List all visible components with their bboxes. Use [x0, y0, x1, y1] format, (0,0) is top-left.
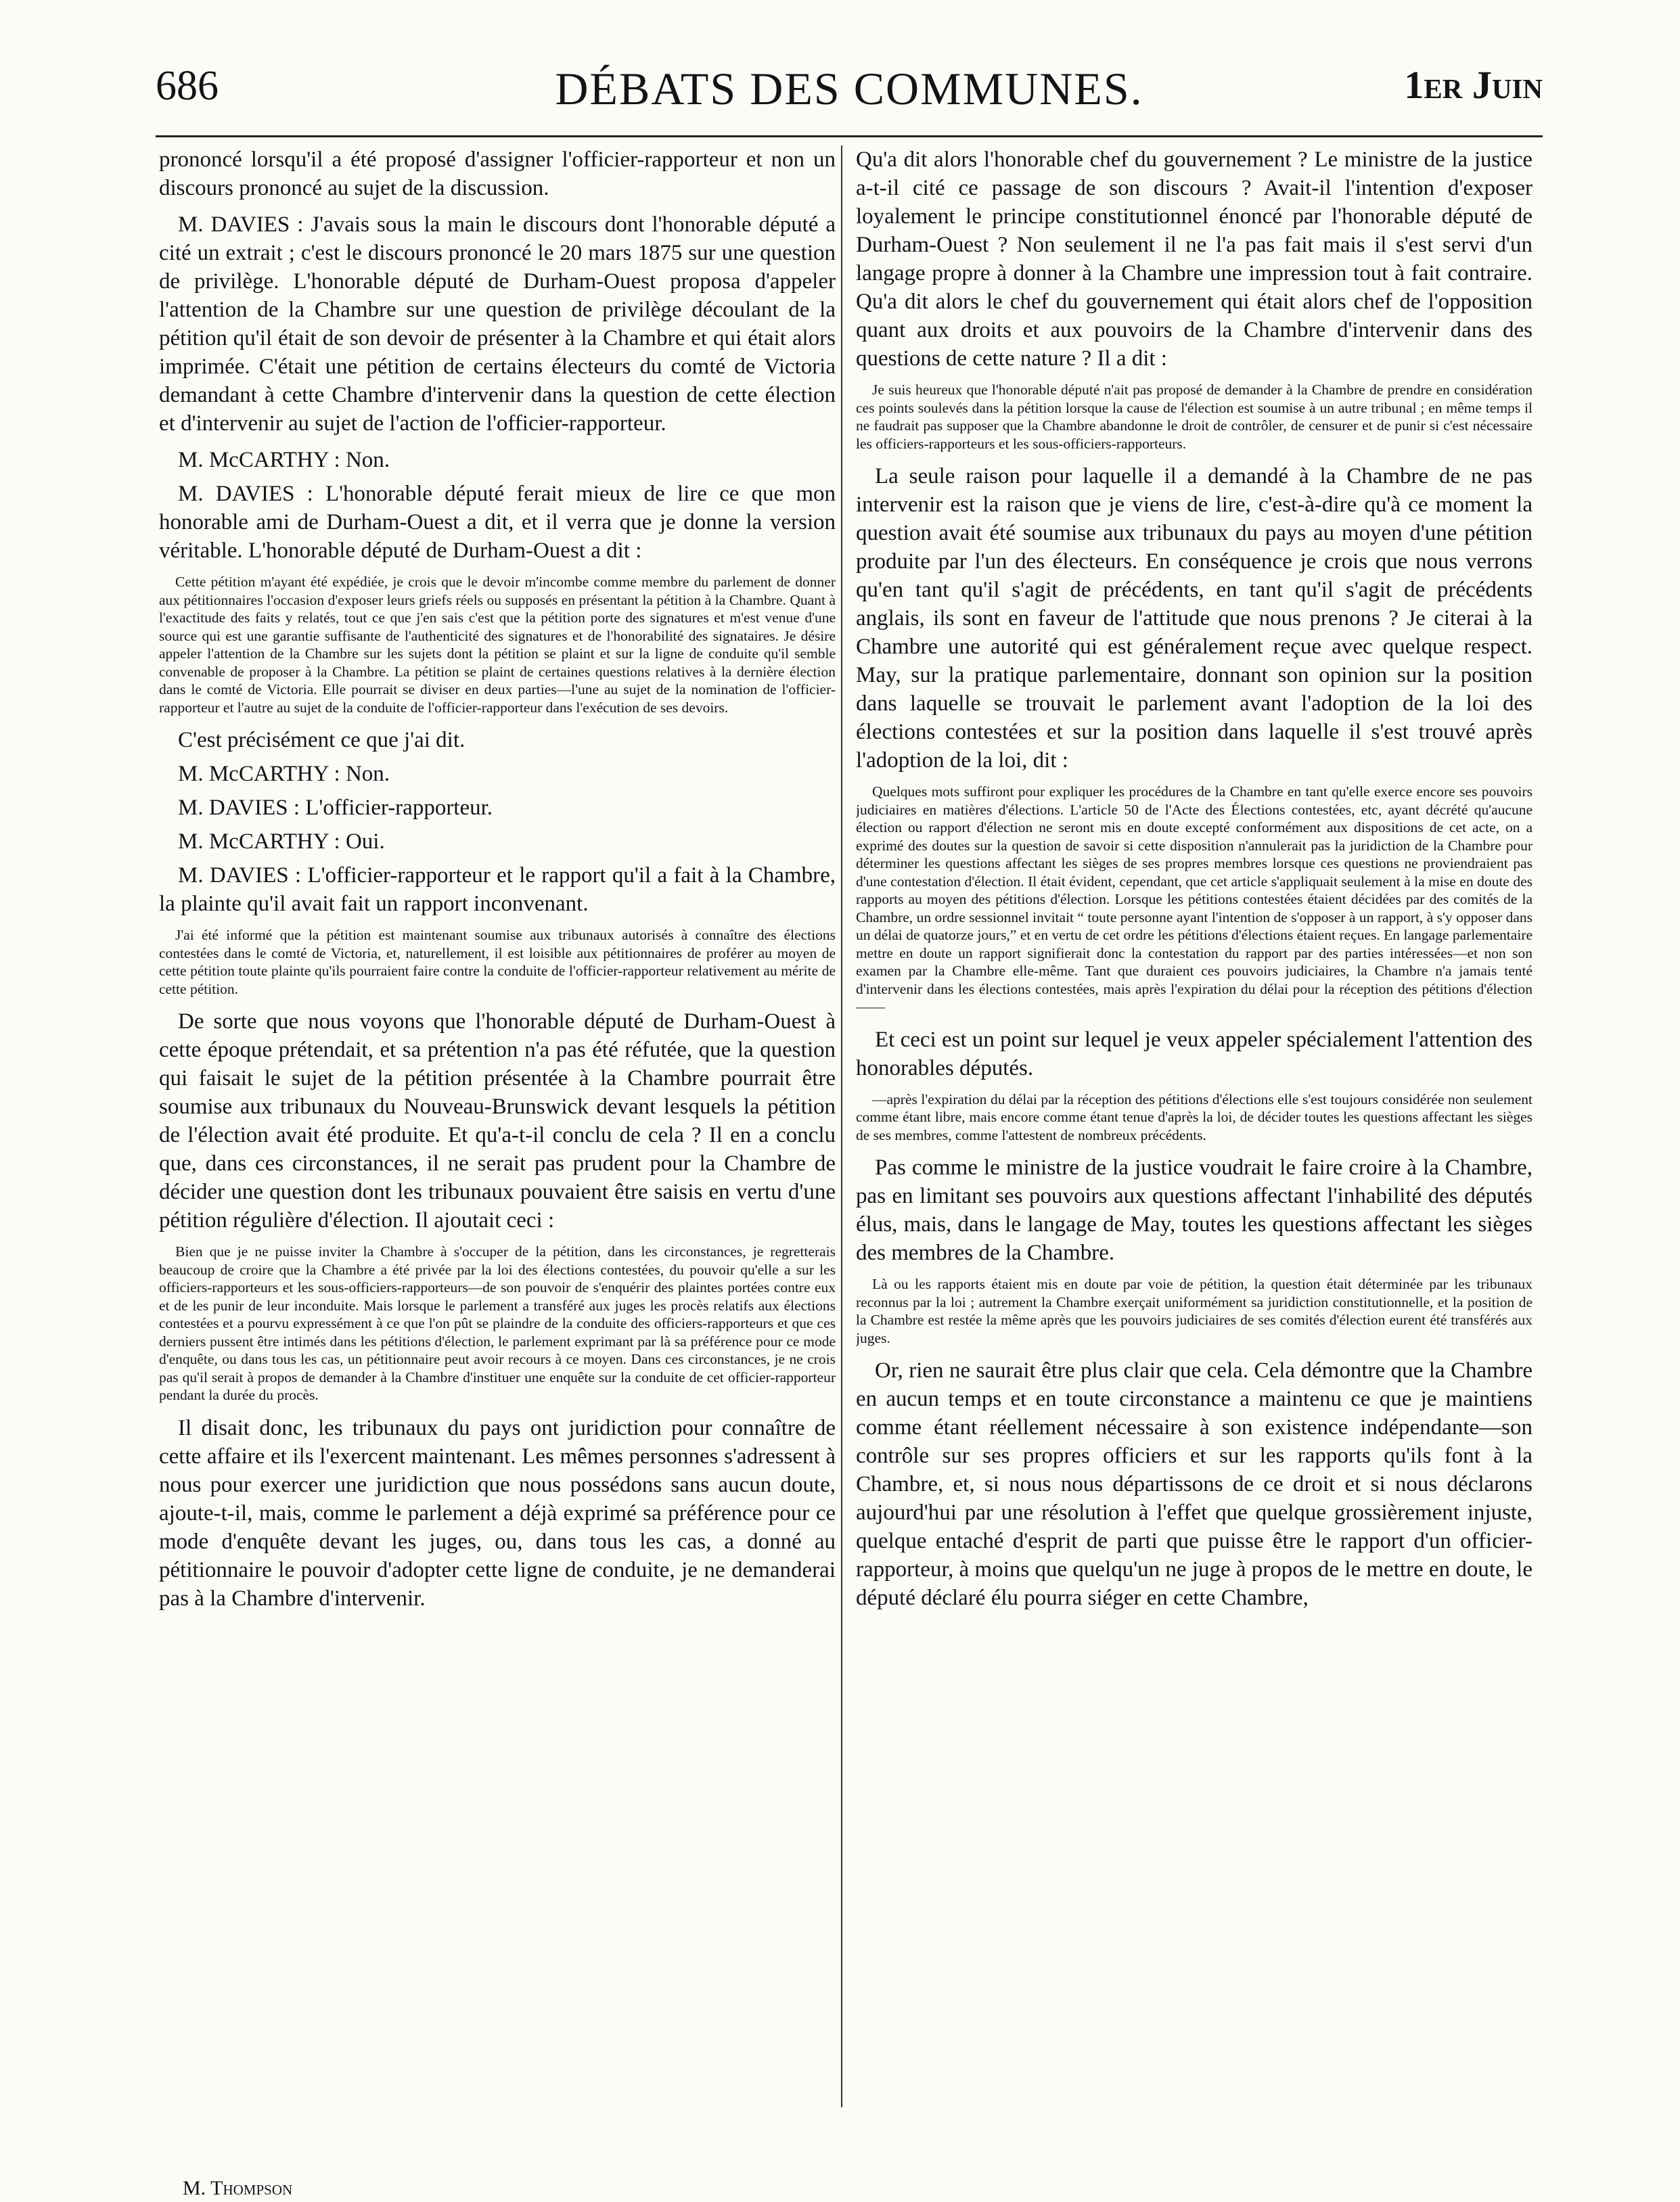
running-header [156, 62, 1543, 123]
quoted-passage: —après l'expiration du délai par la réception des pétitions d'élections elle s'est toujours considérée non seulement comme étant libre, mais encore comme étant tenue d'après la loi, de décider toutes les questions affectant les sièges de ses membres, comme l'attestent de nombreux précédents. [856, 1091, 1533, 1143]
quoted-passage: Bien que je ne puisse inviter la Chambre à s'occuper de la pétition, dans les circonstances, je regretterais beaucoup de croire que la Chambre a été privée par la loi des élections contestées, du pouvoir qu'elle a sur les officiers-rapporteurs et les sous-officiers-rapporteurs—de son pouvoir de s'enquérir des plaintes portées contre eux et de les punir de leur inconduite. Mais lorsque le parlement a transféré aux juges les procès relatifs aux élections contestées et a pourvu expressément à ce que l'on pût se plaindre de la conduite des officiers-rapporteurs et que ces derniers pussent être intimés dans les pétitions d'élection, le parlement exprimant par là sa préférence pour ce mode d'enquête, ou dans tous les cas, un pétitionnaire peut avoir recours à ce moyen. Dans ces circonstances, je ne crois pas qu'il serait à propos de demander à la Chambre d'instituer une enquête sur la conduite de cet officier-rapporteur pendant la durée du procès. [159, 1243, 836, 1403]
paragraph: M. DAVIES : L'officier-rapporteur et le rapport qu'il a fait à la Chambre, la plainte qu'il avait fait un rapport inconvenant. [159, 863, 836, 916]
page-number: 686 [156, 63, 219, 109]
paragraph: C'est précisément ce que j'ai dit. [178, 728, 466, 752]
paragraph: M. DAVIES : L'officier-rapporteur. [178, 796, 493, 820]
running-date: 1er Juin [1404, 63, 1543, 107]
paragraph: Or, rien ne saurait être plus clair que cela. Cela démontre que la Chambre en aucun temps et en toute circonstance a maintenu ce que je maintiens comme étant réellement nécessaire à son existence indépendante—son contrôle sur ses propres officiers et sur les rapports qu'ils font à la Chambre, et, si nous nous départissons de ce droit et si nous déclarons aujourd'hui par une résolution à l'effet que quelque grossièrement injuste, quelque entaché d'esprit de parti que puisse être le rapport d'un officier-rapporteur, à moins que quelqu'un ne juge à propos de le mettre en doute, le député déclaré élu pourra siéger en cette Chambre, [856, 1358, 1533, 1610]
paragraph: La seule raison pour laquelle il a demandé à la Chambre de ne pas intervenir est la raison que je viens de lire, c'est-à-dire qu'à ce moment la question avait été soumise aux tribunaux du pays au moyen d'une pétition produite par l'un des électeurs. En conséquence je crois que nous verrons qu'en tant qu'il s'agit de précédents, en tant qu'il s'agit de précédents anglais, ils sont en faveur de l'attitude que nous prenons ? Je citerai à la Chambre une autorité qui est généralement reçue avec quelque respect. May, sur la pratique parlementaire, donnant son opinion sur la position dans laquelle se trouvait le parlement avant l'adoption de la loi des élections contestées et sur la position dans laquelle il s'est trouvé après l'adoption de la loi, dit : [856, 464, 1533, 773]
paragraph: Il disait donc, les tribunaux du pays ont juridiction pour connaître de cette affaire et ils l'exercent maintenant. Les mêmes personnes s'adressent à nous pour exercer une juridiction que nous possédons sans aucun doute, ajoute-t-il, mais, comme le parlement a déjà exprimé sa préférence pour ce mode d'enquête devant les juges, ou, dans tous les cas, a donné au pétitionnaire le pouvoir d'adopter cette ligne de conduite, je ne demanderai pas à la Chambre d'intervenir. [159, 1415, 836, 1611]
paragraph: prononcé lorsqu'il a été proposé d'assigner l'officier-rapporteur et non un discours prononcé au sujet de la discussion. [159, 147, 836, 200]
quoted-passage: Quelques mots suffiront pour expliquer les procédures de la Chambre en tant qu'elle exerce encore ses pouvoirs judiciaires en matières d'élections. L'article 50 de l'Acte des Élections contestées, etc, ayant décrété qu'aucune élection ou rapport d'élection ne seront mis en doute excepté conformément aux dispositions de cet acte, on a exprimé des doutes sur la question de savoir si cette disposition n'annulerait pas la juridiction de la Chambre pour déterminer les questions affectant les sièges de ses propres membres lorsque ces questions ne proviendraient pas d'une contestation d'élection. Il était évident, cependant, que cet article s'appliquait seulement à la mise en doute des rapports au moyen des pétitions d'élection. Lorsque les pétitions contestées étaient décidées par des comités de la Chambre, un ordre sessionnel invitait “ toute personne ayant l'intention de s'opposer à un rapport, à s'y opposer dans un délai de quatorze jours,” et en vertu de cet ordre les pétitions d'élections étaient reçues. En langage parlementaire mettre en doute un rapport signifierait donc la contestation du rapport par des parties intéressées—et non son examen par la Chambre elle-même. Tant que duraient ces pouvoirs judiciaires, la Chambre n'a jamais tenté d'intervenir dans les élections contestées, mais après l'expiration du délai pour la réception des pétitions d'élection—— [856, 783, 1533, 1015]
column-divider [841, 145, 842, 2107]
footer-signature: M. Thompson [183, 2177, 293, 2199]
paragraph: M. McCARTHY : Non. [178, 448, 390, 472]
running-title: DÉBATS DES COMMUNES. [555, 63, 1143, 114]
paragraph: Et ceci est un point sur lequel je veux appeler spécialement l'attention des honorables députés. [856, 1027, 1533, 1080]
paragraph: Pas comme le ministre de la justice voudrait le faire croire à la Chambre, pas en limitant ses pouvoirs aux questions affectant l'inhabilité des députés élus, mais, dans le langage de May, toutes les questions affectant les sièges des membres de la Chambre. [856, 1155, 1533, 1265]
header-rule [156, 135, 1543, 137]
paragraph: M. McCARTHY : Non. [178, 762, 390, 786]
paragraph: Qu'a dit alors l'honorable chef du gouvernement ? Le ministre de la justice a-t-il cité ce passage de son discours ? Avait-il l'intention d'exposer loyalement le principe constitutionnel énoncé par l'honorable député de Durham-Ouest ? Non seulement il ne l'a pas fait mais il s'est servi d'un langage propre à donner à la Chambre une impression tout à fait contraire. Qu'a dit alors le chef du gouvernement qui était alors chef de l'opposition quant aux droits et aux pouvoirs de la Chambre d'intervenir dans des questions de cette nature ? Il a dit : [856, 147, 1533, 371]
left-column [159, 145, 836, 2168]
quoted-passage: Cette pétition m'ayant été expédiée, je crois que le devoir m'incombe comme membre du parlement de donner aux pétitionnaires l'occasion d'exposer leurs griefs réels ou supposés en présentant la pétition à la Chambre. Quant à l'exactitude des faits y relatés, tout ce que j'en sais c'est que la pétition porte des signatures et m'est venue d'une source qui est une garantie suffisante de l'authenticité des signatures et de l'honorabilité des signataires. Je désire appeler l'attention de la Chambre sur les sujets dont la pétition se plaint et sur la ligne de conduite qu'il semble convenable de proposer à la Chambre. La pétition se plaint de certaines questions relatives à la dernière élection dans le comté de Victoria. Elle pourrait se diviser en deux parties—l'une au sujet de la nomination de l'officier-rapporteur et l'autre au sujet de la conduite de l'officier-rapporteur dans l'exécution de ses devoirs. [159, 574, 836, 716]
quoted-passage: J'ai été informé que la pétition est maintenant soumise aux tribunaux autorisés à connaître des élections contestées dans le comté de Victoria, et, naturellement, il est loisible aux pétitionnaires de proférer au moyen de cette pétition toute plainte qu'ils pourraient faire contre la conduite de l'officier-rapporteur relativement au mérite de cette pétition. [159, 927, 836, 997]
paragraph: M. DAVIES : J'avais sous la main le discours dont l'honorable député a cité un extrait ; c'est le discours prononcé le 20 mars 1875 sur une question de privilège. L'honorable député de Durham-Ouest proposa d'appeler l'attention de la Chambre sur une question de privilège découlant de la pétition qu'il était de son devoir de présenter à la Chambre et qui était alors imprimée. C'était une pétition de certains électeurs du comté de Victoria demandant à cette Chambre d'intervenir dans la question de cette élection et d'intervenir au sujet de l'action de l'officier-rapporteur. [159, 212, 836, 436]
quoted-passage: Là ou les rapports étaient mis en doute par voie de pétition, la question était déterminée par les tribunaux reconnus par la loi ; autrement la Chambre exerçait uniformément sa juridiction constitutionnelle, et la position de la Chambre est restée la même après que les pouvoirs judiciaires de ses comités d'élection eurent été transférés aux juges. [856, 1276, 1533, 1346]
paragraph: De sorte que nous voyons que l'honorable député de Durham-Ouest à cette époque prétendait, et sa prétention n'a pas été réfutée, que la question qui faisait le sujet de la pétition présentée à la Chambre pourrait être soumise aux tribunaux du Nouveau-Brunswick devant lesquels la pétition de l'élection avait été produite. Et qu'a-t-il conclu de cela ? Il en a conclu que, dans ces circonstances, il ne serait pas prudent pour la Chambre de décider une question dont les tribunaux pouvaient être saisis en vertu d'une pétition régulière d'élection. Il ajoutait ceci : [159, 1009, 836, 1233]
quoted-passage: Je suis heureux que l'honorable député n'ait pas proposé de demander à la Chambre de prendre en considération ces points soulevés dans la pétition lorsque la cause de l'élection est soumise à un autre tribunal ; en même temps il ne faudrait pas supposer que la Chambre abandonne le droit de contrôler, de censurer et de punir si c'est nécessaire les officiers-rapporteurs et les sous-officiers-rapporteurs. [856, 382, 1533, 452]
paragraph: M. McCARTHY : Oui. [178, 829, 385, 854]
right-column [856, 145, 1533, 2013]
paragraph: M. DAVIES : L'honorable député ferait mieux de lire ce que mon honorable ami de Durham-Ouest a dit, et il verra que je donne la version véritable. L'honorable député de Durham-Ouest a dit : [159, 482, 836, 563]
